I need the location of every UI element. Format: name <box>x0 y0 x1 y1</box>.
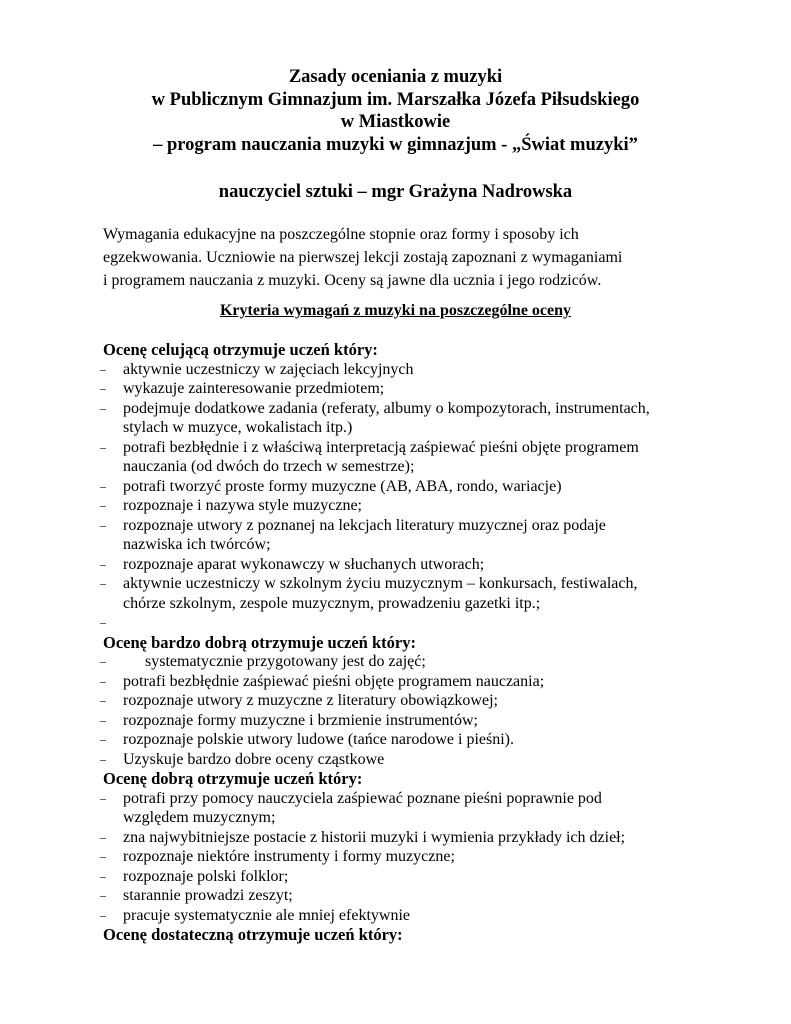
grades-section <box>100 340 723 945</box>
list-item <box>100 477 723 497</box>
bullet-dash: – <box>100 400 106 415</box>
bullet-dash: – <box>100 654 106 668</box>
list-item-text <box>123 477 723 497</box>
list-item-text <box>123 360 723 380</box>
intro-line: egzekwowania. Uczniowie na pierwszej lekcji zostają zapoznani z wymaganiami <box>103 249 623 266</box>
list-item-line: aktywnie uczestniczy w szkolnym życiu muzycznym – konkursach, festiwalach, <box>123 575 638 592</box>
grade-list-trailing <box>100 613 723 633</box>
list-item <box>100 516 723 555</box>
list-item <box>100 750 723 770</box>
list-item-text <box>123 399 723 438</box>
grade-heading-celujaca: Ocenę celującą otrzymuje uczeń który: <box>103 340 378 359</box>
list-item-line: pracuje systematycznie ale mniej efektywnie <box>123 906 410 924</box>
list-item-line: nazwiska ich twórców; <box>123 536 271 553</box>
list-item-line: podejmuje dodatkowe zadania (referaty, albumy o kompozytorach, instrumentach, <box>123 399 650 417</box>
list-item-text <box>123 379 723 399</box>
bullet-dash: – <box>100 381 106 395</box>
criteria-heading: Kryteria wymagań z muzyki na poszczególne oceny <box>219 302 572 319</box>
list-item <box>100 379 723 399</box>
grade-list-bardzo-dobra <box>100 652 723 769</box>
teacher-line: nauczyciel sztuki – mgr Grażyna Nadrowska <box>218 182 573 202</box>
bullet-dash: – <box>100 576 106 590</box>
grade-list-celujaca <box>100 360 723 614</box>
intro-line: Wymagania edukacyjne na poszczególne stopnie oraz formy i sposoby ich <box>103 226 579 243</box>
list-item-text <box>123 574 723 613</box>
list-item <box>100 828 723 848</box>
list-item-line: potrafi bezbłędnie zaśpiewać pieśni objęte programem nauczania; <box>123 672 545 690</box>
list-item-line: rozpoznaje utwory z poznanej na lekcjach literatury muzycznej oraz podaje <box>123 516 606 534</box>
list-item-line: potrafi tworzyć proste formy muzyczne (AB, ABA, rondo, wariacje) <box>123 477 562 495</box>
list-item-line: zna najwybitniejsze postacie z historii muzyki i wymienia przykłady ich dzieł; <box>123 828 626 846</box>
list-item-line: rozpoznaje niektóre instrumenty i formy muzyczne; <box>123 848 455 865</box>
list-item-line: rozpoznaje utwory z muzyczne z literatury obowiązkowej; <box>123 692 498 709</box>
list-item-line: rozpoznaje formy muzyczne i brzmienie instrumentów; <box>123 711 478 729</box>
bullet-dash: – <box>100 751 106 766</box>
title-line: Zasady oceniania z muzyki <box>288 67 503 87</box>
list-item-text <box>123 438 723 477</box>
bullet-dash: – <box>100 439 106 454</box>
list-item-line: potrafi przy pomocy nauczyciela zaśpiewać poznane pieśni poprawnie pod <box>123 789 602 807</box>
bullet-dash: – <box>100 888 106 902</box>
list-item-line: rozpoznaje polski folklor; <box>123 867 289 885</box>
list-item-line: Uzyskuje bardzo dobre oceny cząstkowe <box>123 750 385 768</box>
list-item-line: potrafi bezbłędnie i z właściwą interpretacją zaśpiewać pieśni objęte programem <box>123 438 639 456</box>
list-item-text <box>123 730 723 750</box>
list-item-text <box>123 750 723 770</box>
bullet-dash: – <box>100 829 106 844</box>
list-item <box>100 906 723 926</box>
list-item-line: stylach w muzyce, wokalistach itp.) <box>123 419 353 436</box>
list-item-line: wykazuje zainteresowanie przedmiotem; <box>123 380 385 397</box>
list-item-text <box>123 516 723 555</box>
list-item-line: rozpoznaje polskie utwory ludowe (tańce narodowe i pieśni). <box>123 731 514 748</box>
grade-heading-dobra: Ocenę dobrą otrzymuje uczeń który: <box>103 769 363 788</box>
title-line: – program nauczania muzyki w gimnazjum - „Świat muzyki” <box>153 134 638 155</box>
bullet-dash: – <box>100 849 106 863</box>
list-item-text <box>123 867 723 887</box>
bullet-dash: – <box>100 517 106 532</box>
bullet-dash: – <box>100 693 106 707</box>
bullet-dash: – <box>100 868 106 883</box>
list-item-line: aktywnie uczestniczy w zajęciach lekcyjnych <box>123 360 414 378</box>
bullet-dash: – <box>100 712 106 727</box>
bullet-dash: – <box>100 907 106 922</box>
list-item-text <box>123 691 723 711</box>
list-item <box>100 652 723 672</box>
grade-heading-dostateczna: Ocenę dostateczną otrzymuje uczeń który: <box>103 925 403 944</box>
bullet-dash: – <box>100 673 106 688</box>
list-item <box>100 789 723 828</box>
list-item <box>100 438 723 477</box>
list-item-text <box>123 711 723 731</box>
list-item <box>100 886 723 906</box>
list-item <box>100 672 723 692</box>
list-item-line: systematycznie przygotowany jest do zajęć; <box>145 653 426 670</box>
empty-list-item <box>100 613 723 633</box>
list-item-text <box>123 672 723 692</box>
list-item-line: starannie prowadzi zeszyt; <box>123 887 293 904</box>
list-item-text <box>123 828 723 848</box>
list-item-text <box>123 555 723 575</box>
list-item-line: rozpoznaje i nazywa style muzyczne; <box>123 497 362 514</box>
list-item <box>100 847 723 867</box>
list-item-text <box>123 496 723 516</box>
list-item-line: nauczania (od dwóch do trzech w semestrze); <box>123 458 415 475</box>
list-item <box>100 711 723 731</box>
bullet-dash: – <box>100 732 106 746</box>
document-title <box>0 66 791 156</box>
list-item-line: rozpoznaje aparat wykonawczy w słuchanych utworach; <box>123 555 485 573</box>
list-item <box>100 730 723 750</box>
list-item <box>100 867 723 887</box>
bullet-dash: – <box>100 498 106 512</box>
title-line: w Miastkowie <box>340 112 451 132</box>
grade-heading-bardzo-dobra: Ocenę bardzo dobrą otrzymuje uczeń który: <box>103 632 416 652</box>
bullet-dash: – <box>100 478 106 493</box>
grade-list-dobra <box>100 789 723 926</box>
list-item-line: chórze szkolnym, zespole muzycznym, prowadzeniu gazetki itp.; <box>123 594 541 612</box>
list-item <box>100 555 723 575</box>
list-item <box>100 574 723 613</box>
intro-paragraph <box>103 223 703 292</box>
list-item <box>100 691 723 711</box>
list-item-line: względem muzycznym; <box>123 809 276 826</box>
list-item <box>100 360 723 380</box>
list-item-text <box>123 652 723 672</box>
title-line: w Publicznym Gimnazjum im. Marszałka Józefa Piłsudskiego <box>151 89 640 110</box>
list-item-text <box>123 886 723 906</box>
bullet-dash: – <box>100 615 106 629</box>
bullet-dash: – <box>100 556 106 571</box>
list-item-text <box>123 789 723 828</box>
bullet-dash: – <box>100 361 106 376</box>
list-item-text <box>123 847 723 867</box>
list-item-text <box>123 906 723 926</box>
bullet-dash: – <box>100 790 106 805</box>
list-item <box>100 496 723 516</box>
list-item <box>100 399 723 438</box>
intro-line: i programem nauczania z muzyki. Oceny są jawne dla ucznia i jego rodziców. <box>103 272 602 289</box>
